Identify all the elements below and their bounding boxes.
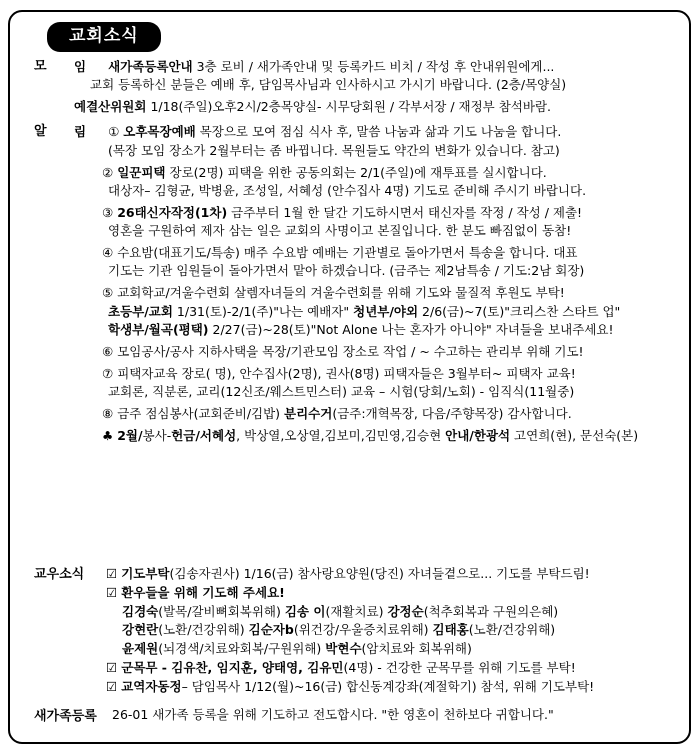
announce-item-1 [74,123,670,141]
entry-im [74,58,670,76]
item-text: 일꾼피택 장로(2명) 피택을 위한 공동의회는 2/1(주일)에 재투표를 실시합니다. [117,164,547,180]
section-mo [34,58,670,116]
announce-item-4 [74,244,670,262]
entry-line-text: 1/18(주일)오후2시/2층목양실- 시무당회원 / 각부서장 / 재정부 참석바람. [150,99,552,115]
item-text: 수요밤(대표기도/특송) 매주 수요밤 예배는 기관별로 돌아가면서 특송을 합니다. 대표 [117,245,578,261]
entry-line-text: 새가족등록안내 3층 로비 / 새가족안내 및 등록카드 비치 / 작성 후 안내위원에게... [108,59,555,74]
announce-item-5-line3: 학생부/월곡(평택) 2/27(금)~28(토)"Not Alone 나는 혼자가 아니야" 자녀들을 보내주세요! [108,321,614,337]
announce-item-7-line2: 교회론, 직분론, 교리(12신조/웨스트민스터) 교육 – 시험(당회/노회) - 임직식(11월중) [108,384,575,399]
section-body [74,123,670,445]
congregation-news-block [34,565,674,696]
item-number: ⑧ [102,406,114,422]
item-number: ⑤ [102,285,114,301]
item-text: 2월/봉사-헌금/서혜성, 박상열,오상열,김보미,김민영,김승현 안내/한광석 고연희(현), 문선숙(본) [117,428,639,444]
announce-item-7 [74,365,670,383]
item-number: ⑦ [102,365,114,381]
entry-label: 림 [74,124,87,140]
announce-item-club [74,427,670,445]
news-line: ☑ 군목무 - 김유찬, 임지훈, 양태영, 김유민(4명) - 건강한 군목무를 위해 기도를 부탁! [106,659,576,675]
new-family-registration-row [34,705,674,724]
news-line: ☑ 교역자동정– 담임목사 1/12(월)~16(금) 합신동계강좌(계절학기) 참석, 위해 기도부탁! [106,678,595,694]
item-text: 피택자교육 장로( 명), 안수집사(2명), 권사(8명) 피택자들은 3월부터~ 피택자 교육! [117,365,576,381]
new-family-label: 새가족등록 [34,709,97,724]
page-title: 교회소식 [47,22,161,52]
entry-budget-committee [74,98,670,116]
item-number: ④ [102,245,114,261]
section-body [74,58,670,116]
section-gutter-label: 모 [34,59,47,74]
announce-item-1-line2: (목장 모임 장소가 2월부터는 좀 바뀝니다. 목원들도 약간의 변화가 있습니다. 참고) [108,142,560,158]
main-content [34,58,670,445]
item-text: 교회학교/겨울수련회 살렘자녀들의 겨울수련회를 위해 기도와 물질적 후원도 부탁! [117,285,565,301]
item-text: 26태신자작정(1차) 금주부터 1월 한 달간 기도하시면서 태신자를 작정 / 작성 / 제출! [117,204,583,220]
announce-item-8 [74,405,670,423]
section-al [34,123,670,445]
entry-im-line2: 교회 등록하신 분들은 예배 후, 담임목사님과 인사하시고 가시기 바랍니다. (2층/목양실) [90,77,567,93]
entry-label: 예결산위원회 [74,99,147,115]
news-line: 김경숙(발목/갈비뼈회복위해) 김송 이(재활치료) 강정순(척추회복과 구원의은혜) [122,603,559,619]
announce-item-4-line2: 기도는 기관 임원들이 돌아가면서 맡아 하겠습니다. (금주는 제2남특송 / 기도:2남 회장) [108,263,585,279]
new-family-text: 26-01 새가족 등록을 위해 기도하고 전도합시다. "한 영혼이 천하보다 귀합니다." [112,707,554,722]
congregation-news-body [106,565,674,696]
item-text: 금주 점심봉사(교회준비/김밥) 분리수거(금주:개혁목장, 다음/주향목장) 감사합니다. [117,406,572,422]
news-line: ☑ 환우들을 위해 기도해 주세요! [106,584,285,600]
news-line: 강현란(노환/건강위해) 김순자b(위건강/우울증치료위해) 김태홍(노환/건강위해) [122,622,556,638]
congregation-news-row [34,565,674,696]
announce-item-6 [74,343,670,361]
item-number: ③ [102,204,114,220]
news-line: ☑ 기도부탁(김송자권사) 1/16(금) 참사랑요양원(당진) 자녀들곁으로... 기도를 부탁드림! [106,566,590,581]
item-number: ① [108,124,120,140]
congregation-news-label: 교우소식 [34,567,85,582]
announce-item-5 [74,284,670,302]
announce-item-2 [74,164,670,182]
announce-item-3 [74,204,670,222]
announce-item-3-line2: 영혼을 구원하여 제자 삼는 일은 교회의 사명이고 본질입니다. 한 분도 빠짐없이 동참! [108,223,572,238]
section-gutter-label: 알 [34,124,47,140]
entry-label: 임 [74,59,87,74]
club-icon: ♣ [102,428,114,444]
item-number: ⑥ [102,343,114,359]
item-number: ② [102,164,114,180]
item-text: 모임공사/공사 지하사택을 목장/기관모임 장소로 작업 / ~ 수고하는 관리부 위해 기도! [117,343,584,359]
news-line: 윤제원(뇌경색/치료와회복/구원위해) 박현수(암치료와 회복위해) [122,641,472,656]
announce-item-5-line2: 초등부/교회 1/31(토)-2/1(주)"나는 예배자" 청년부/야외 2/6(금)~7(토)"크리스찬 스타트 업" [108,303,621,319]
item-text: 오후목장예배 목장으로 모여 점심 식사 후, 말씀 나눔과 삶과 기도 나눔을 합니다. [123,124,562,140]
announce-item-2-line2: 대상자– 김형균, 박병윤, 조성일, 서혜성 (안수집사 4명) 기도로 준비해 주시기 바랍니다. [108,182,587,198]
